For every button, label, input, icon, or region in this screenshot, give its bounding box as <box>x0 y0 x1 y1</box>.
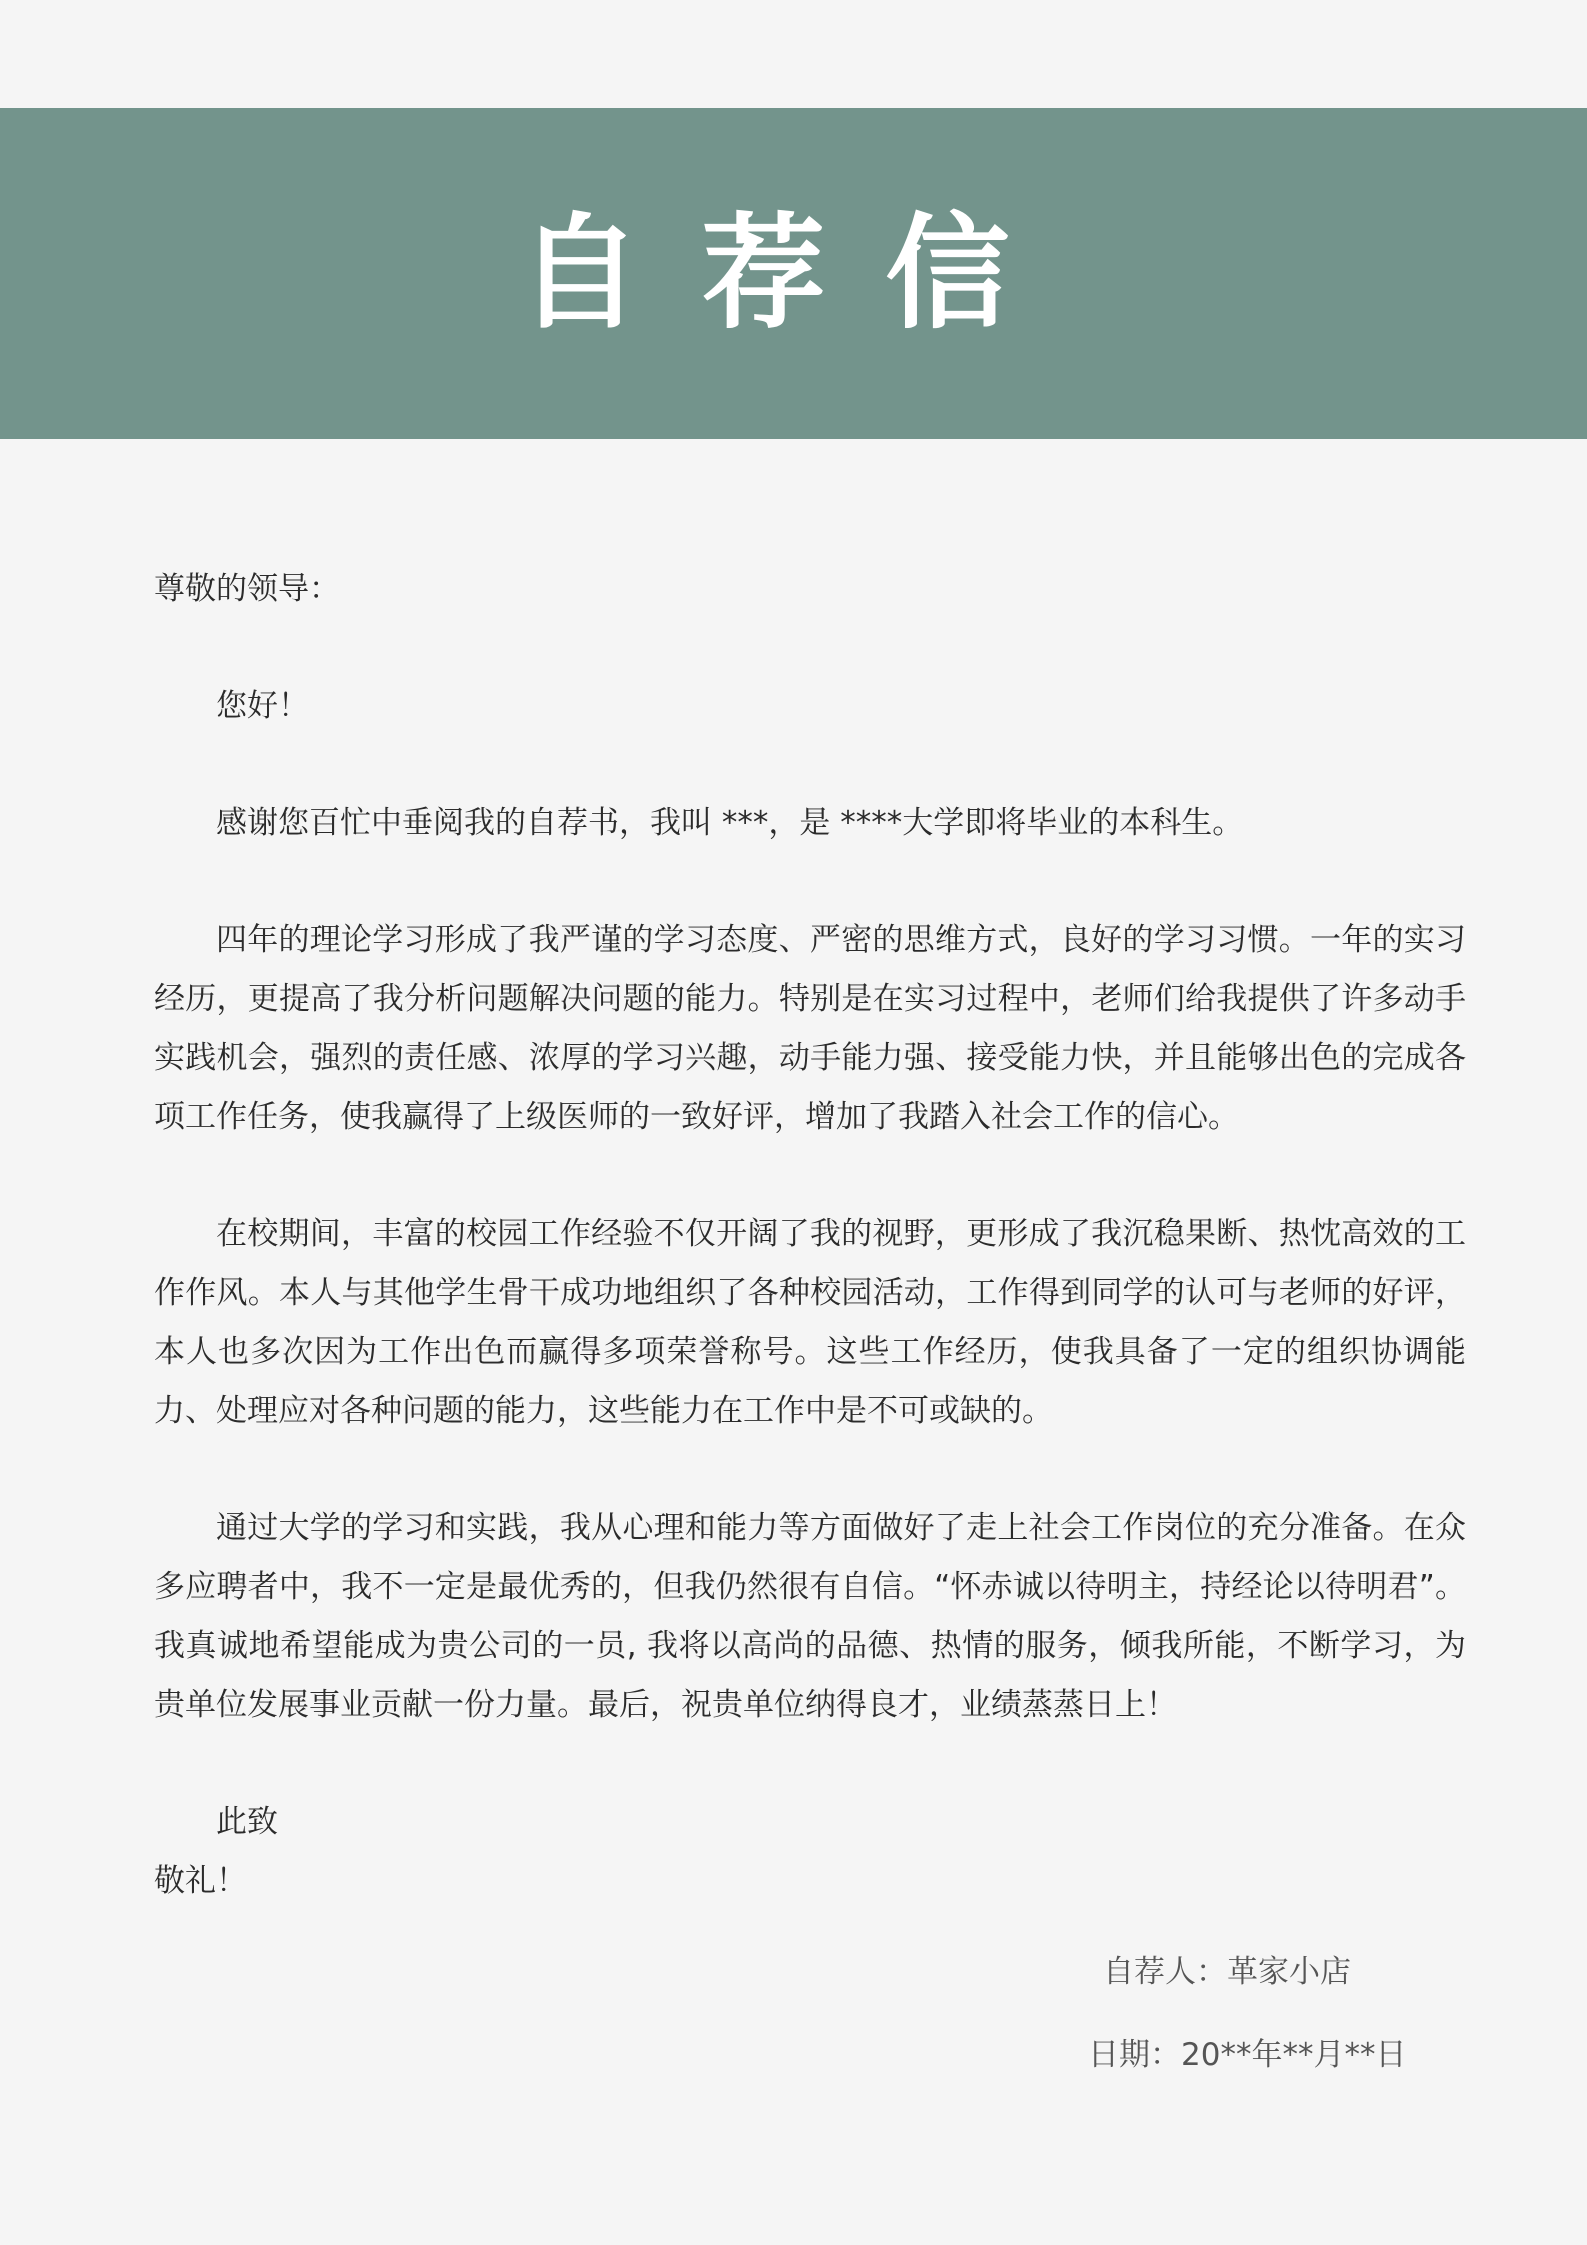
date: 日期：20**年**月**日 <box>1088 2037 1407 2073</box>
closing-line-2: 敬礼！ <box>154 1863 247 1899</box>
letter-body <box>154 560 1466 1911</box>
closing-line-1: 此致 <box>216 1804 278 1840</box>
paragraph-conclusion: 通过大学的学习和实践，我从心理和能力等方面做好了走上社会工作岗位的充分准备。在众多应聘者中，我不一定是最优秀的，但我仍然很有自信。“怀赤诚以待明主，持经论以待明君”。我真诚地希望能成为贵公司的一员, 我将以高尚的品德、热情的服务，倾我所能，不断学习，为贵单位发展事业贡献一份力量。最后，祝贵单位纳得良才，业绩蒸蒸日上！ <box>154 1510 1466 1723</box>
paragraph-campus: 在校期间，丰富的校园工作经验不仅开阔了我的视野，更形成了我沉稳果断、热忱高效的工作作风。本人与其他学生骨干成功地组织了各种校园活动，工作得到同学的认可与老师的好评，本人也多次因为工作出色而赢得多项荣誉称号。这些工作经历，使我具备了一定的组织协调能力、处理应对各种问题的能力，这些能力在工作中是不可或缺的。 <box>154 1216 1466 1429</box>
paragraph-intro: 感谢您百忙中垂阅我的自荐书，我叫 ***，是 ****大学即将毕业的本科生。 <box>216 805 1244 841</box>
salutation: 尊敬的领导： <box>154 571 340 607</box>
greeting: 您好！ <box>216 688 309 724</box>
signature: 自荐人：革家小店 <box>1103 1954 1351 1990</box>
paragraph-study: 四年的理论学习形成了我严谨的学习态度、严密的思维方式，良好的学习习惯。一年的实习经历，更提高了我分析问题解决问题的能力。特别是在实习过程中，老师们给我提供了许多动手实践机会，强烈的责任感、浓厚的学习兴趣，动手能力强、接受能力快，并且能够出色的完成各项工作任务，使我赢得了上级医师的一致好评，增加了我踏入社会工作的信心。 <box>154 922 1466 1135</box>
title-banner <box>0 108 1587 439</box>
closing <box>154 1793 1466 1911</box>
page-title: 自荐信 <box>517 201 1070 346</box>
